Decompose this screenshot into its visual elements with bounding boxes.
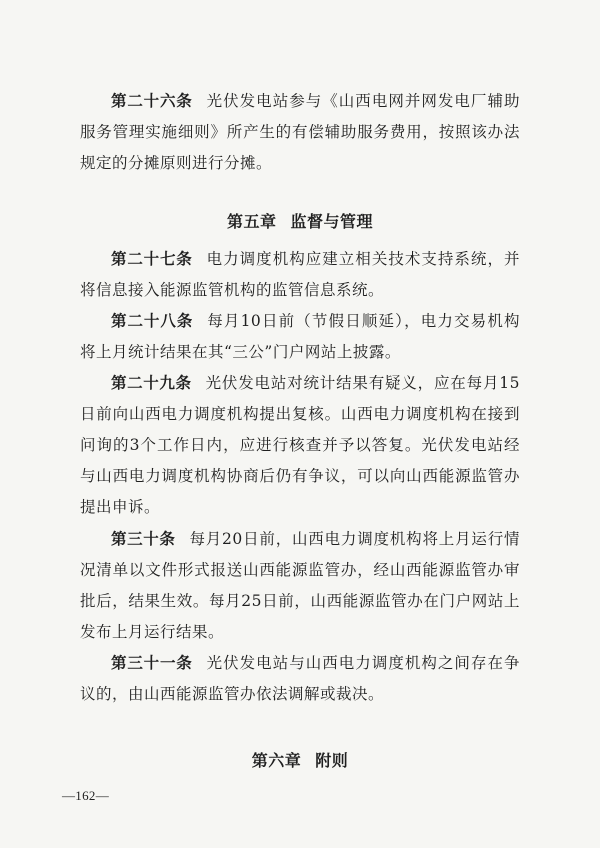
article-27 [80,244,520,306]
article-label: 第三十条 [111,530,176,548]
article-28 [80,306,520,368]
article-text: 光伏发电站与山西电力调度机构之间存在争议的，由山西能源监管办依法调解或裁决。 [80,654,520,703]
article-label: 第二十八条 [111,312,194,330]
page-number: —162— [62,788,109,803]
chapter-6-heading [0,748,600,771]
article-26 [80,86,520,179]
chapter-number: 第五章 [226,212,277,231]
article-label: 第三十一条 [111,654,193,672]
article-label: 第二十七条 [111,250,193,268]
article-30 [80,524,520,648]
chapter-5-heading [0,209,600,232]
article-29 [80,368,520,523]
article-label: 第二十六条 [111,92,193,110]
article-label: 第二十九条 [111,374,192,392]
article-text: 光伏发电站参与《山西电网并网发电厂辅助服务管理实施细则》所产生的有偿辅助服务费用，按照该办法规定的分摊原则进行分摊。 [80,92,520,172]
article-31 [80,648,520,710]
article-text: 每月10日前（节假日顺延），电力交易机构将上月统计结果在其“三公”门户网站上披露。 [80,312,520,361]
chapter-title: 监督与管理 [290,212,374,231]
article-text: 每月20日前，山西电力调度机构将上月运行情况清单以文件形式报送山西能源监管办，经山西能源监管办审批后，结果生效。每月25日前，山西能源监管办在门户网站上发布上月运行结果。 [80,530,520,641]
chapter-number: 第六章 [251,751,302,770]
article-text: 光伏发电站对统计结果有疑义，应在每月15日前向山西电力调度机构提出复核。山西电力调度机构在接到问询的3个工作日内，应进行核查并予以答复。光伏发电站经与山西电力调度机构协商后仍有争议，可以向山西能源监管办提出申诉。 [80,374,520,516]
article-text: 电力调度机构应建立相关技术支持系统，并将信息接入能源监管机构的监管信息系统。 [80,250,520,299]
chapter-title: 附则 [315,751,349,770]
